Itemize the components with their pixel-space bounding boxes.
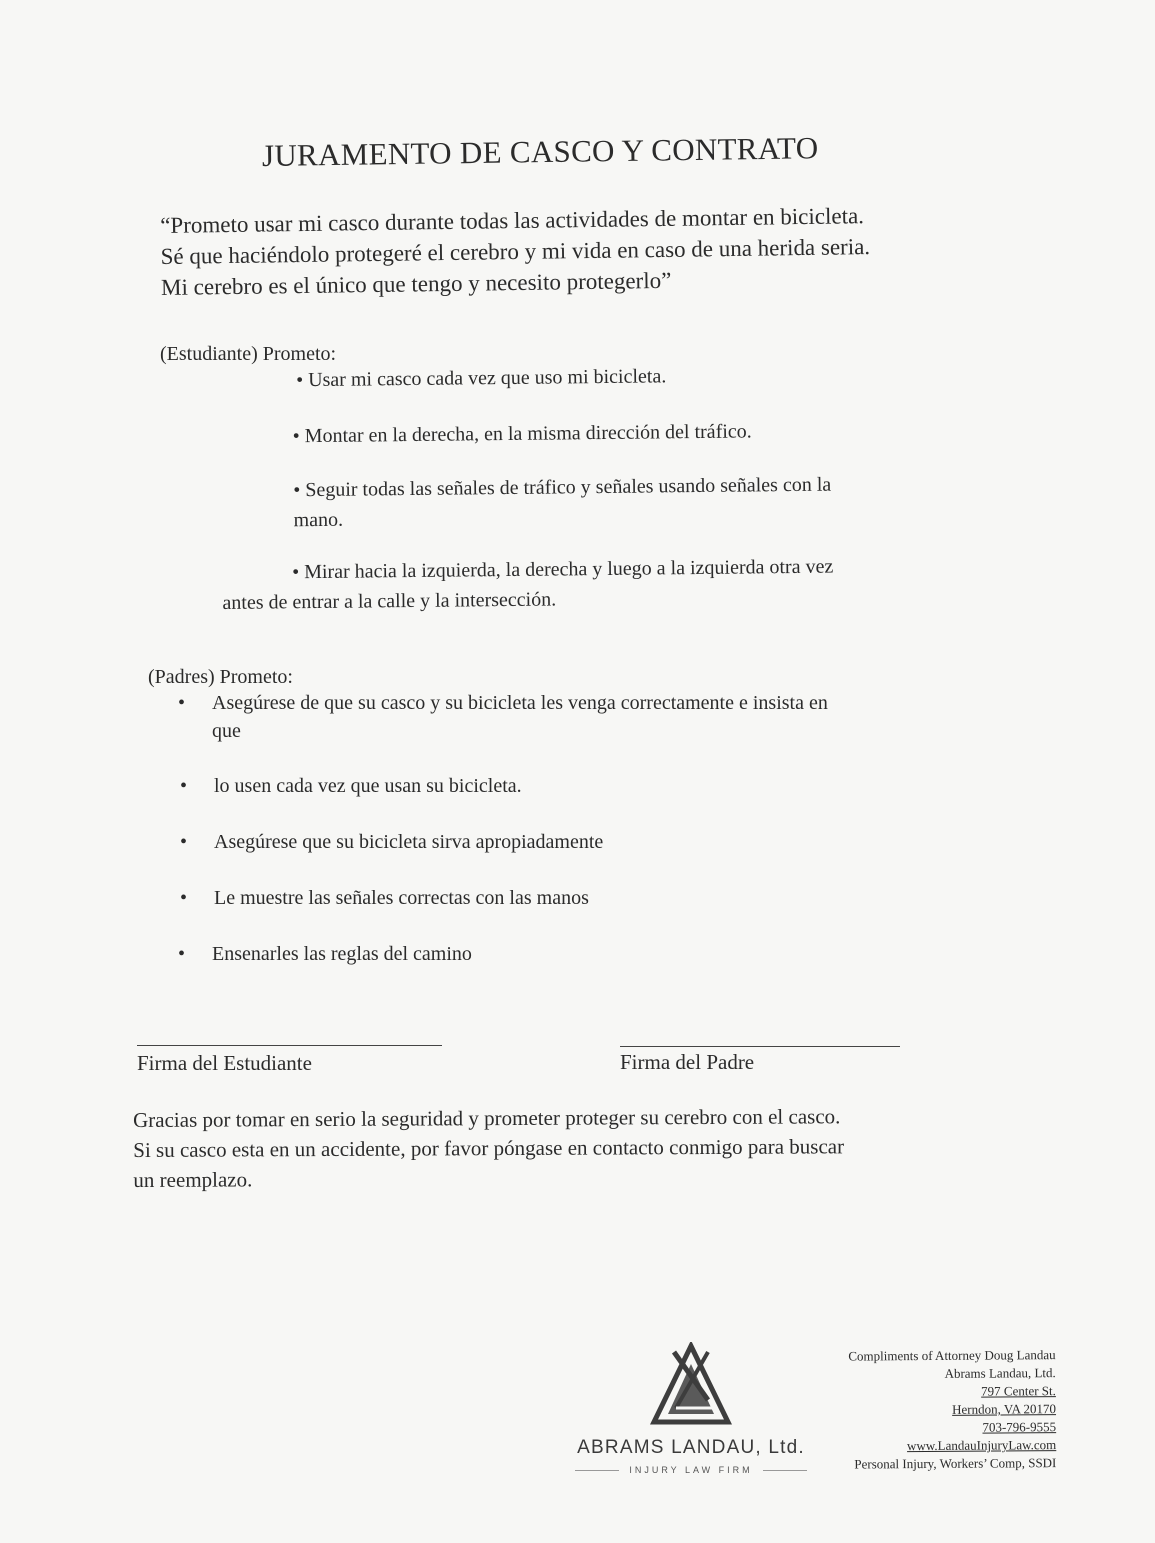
firm-logo-icon <box>646 1342 736 1426</box>
firm-logo <box>566 1342 816 1475</box>
bullet: • <box>180 831 188 853</box>
city-address: Herndon, VA 20170 <box>952 1401 1057 1417</box>
student-item: • Seguir todas las señales de tráfico y señales usando señales con la <box>293 473 832 502</box>
parents-item-text: Ensenarles las reglas del camino <box>212 943 472 965</box>
parent-signature-line[interactable] <box>620 1046 900 1047</box>
parents-item <box>180 885 980 912</box>
parents-item-text: Asegúrese que su bicicleta sirva apropiadamente <box>214 831 604 853</box>
parents-item-continued <box>178 718 978 745</box>
parents-item <box>178 690 978 717</box>
student-item: • Usar mi casco cada vez que uso mi bicicleta. <box>296 365 667 392</box>
firm-name: ABRAMS LANDAU, Ltd. <box>577 1437 805 1458</box>
parents-item <box>178 941 978 968</box>
pledge-line: “Prometo usar mi casco durante todas las actividades de montar en bicicleta. <box>160 203 865 238</box>
student-item-continued: antes de entrar a la calle y la intersección. <box>222 588 557 614</box>
student-section-label: (Estudiante) Prometo: <box>160 343 337 365</box>
student-signature-line[interactable] <box>137 1045 442 1046</box>
thanks-line: Si su casco esta en un accidente, por favor póngase en contacto conmigo para buscar <box>133 1134 845 1162</box>
student-signature-label: Firma del Estudiante <box>137 1051 312 1075</box>
thanks-line: un reemplazo. <box>133 1167 253 1192</box>
bullet: • <box>180 775 188 797</box>
pledge-line: Sé que haciéndolo protegeré el cerebro y mi vida en caso de una herida seria. <box>160 234 871 269</box>
website-link[interactable]: www.LandauInjuryLaw.com <box>906 1437 1057 1454</box>
bullet: • <box>180 887 188 909</box>
firm-line: Abrams Landau, Ltd. <box>944 1365 1056 1381</box>
contact-block <box>800 1346 1057 1474</box>
bullet: • <box>178 943 186 965</box>
student-item-continued: mano. <box>293 508 344 532</box>
phone-number[interactable]: 703-796-9555 <box>982 1419 1057 1435</box>
parents-item-text: Asegúrese de que su casco y su bicicleta les venga correctamente e insista en <box>212 692 828 714</box>
document-title: JURAMENTO DE CASCO Y CONTRATO <box>261 130 819 173</box>
services-line: Personal Injury, Workers’ Comp, SSDI <box>854 1455 1057 1472</box>
bullet: • <box>178 692 186 714</box>
parents-item <box>180 773 980 800</box>
pledge-line: Mi cerebro es el único que tengo y necesito protegerlo” <box>160 267 672 300</box>
thanks-line: Gracias por tomar en serio la seguridad y prometer proteger su cerebro con el casco. <box>133 1104 841 1132</box>
thanks-paragraph <box>133 1100 993 1195</box>
student-item: • Mirar hacia la izquierda, la derecha y luego a la izquierda otra vez <box>292 555 834 584</box>
parent-signature-label: Firma del Padre <box>620 1050 755 1074</box>
parents-item-text: que <box>212 720 241 742</box>
street-address: 797 Center St. <box>981 1383 1056 1399</box>
pledge-text <box>160 198 1001 303</box>
parents-section-label: (Padres) Prometo: <box>148 666 293 688</box>
firm-tagline: INJURY LAW FIRM <box>566 1465 816 1475</box>
parents-item-text: Le muestre las señales correctas con las manos <box>214 887 589 909</box>
parents-item <box>180 829 980 856</box>
student-item: • Montar en la derecha, en la misma dirección del tráfico. <box>292 420 752 448</box>
compliments-line: Compliments of Attorney Doug Landau <box>848 1347 1056 1364</box>
parents-item-text: lo usen cada vez que usan su bicicleta. <box>214 775 522 797</box>
